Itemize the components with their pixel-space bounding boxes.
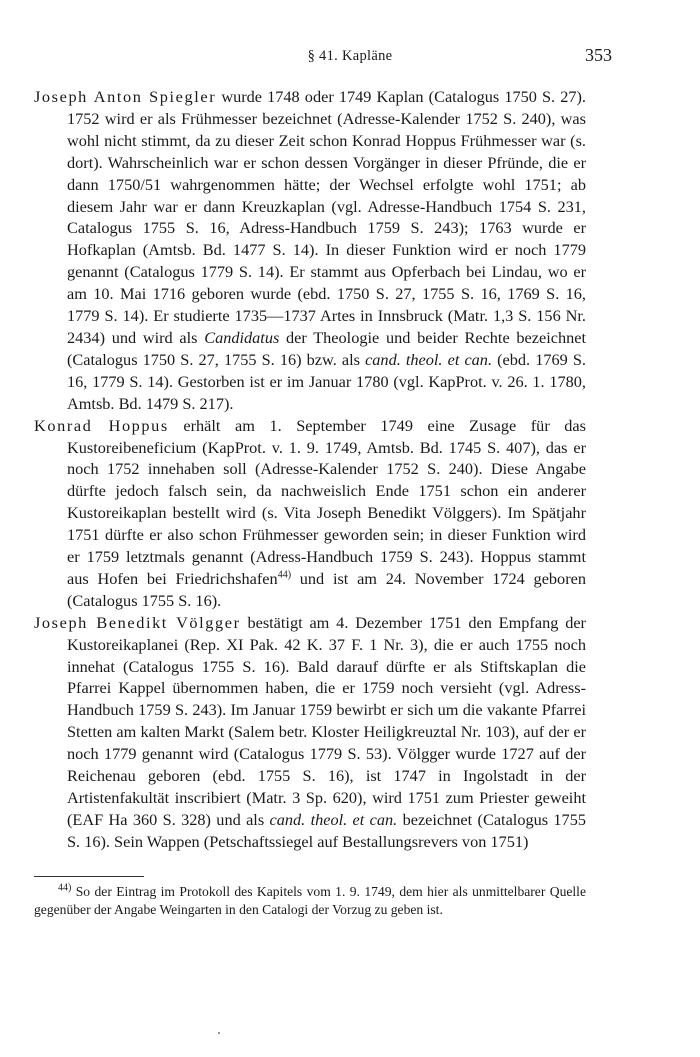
entry-text: erhält am 1. September 1749 eine Zusage für das Kustoreibeneficium (KapProt. v. 1. 9. 1749, Amtsb. Bd. 1745 S. 407), das er noch 1752 innehaben soll (Adresse-Kalender 1752 S. 240). Diese Angabe dürfte jedoch falsch sein, da nachweislich Ende 1751 schon ein anderer Kustoreikaplan bestellt wird (s. Vita Joseph Benedikt Völggers). Im Spätjahr 1751 dürfte er also schon Frühmesser geworden sein; in dieser Funktion wird er 1759 letztmals genannt (Adress-Handbuch 1759 S. 243). Hoppus stammt aus Hofen bei Friedrichshafen — [67, 415, 586, 588]
main-text — [34, 86, 586, 853]
entry-name: Konrad Hoppus — [34, 415, 169, 435]
footnote-marker: 44) — [58, 882, 72, 894]
entry-text: der Theologie und beider Rechte bezeichnet (Catalogus 1750 S. 27, 1755 S. 16) bzw. als — [67, 327, 586, 369]
scan-speck — [218, 1032, 220, 1034]
page-number: 353 — [585, 45, 612, 65]
footnote-reference[interactable]: 44) — [277, 569, 292, 581]
entry-text: (ebd. 1769 S. 16, 1779 S. 14). Gestorben ist er im Januar 1780 (vgl. KapProt. v. 26. 1. 1780, Amtsb. Bd. 1479 S. 217). — [67, 349, 587, 413]
entry-voelgger — [34, 612, 586, 853]
entry-text: wurde 1748 oder 1749 Kaplan (Catalogus 1750 S. 27). 1752 wird er als Frühmesser bezeichnet (Adresse-Kalender 1752 S. 240), was wohl nicht stimmt, da zu dieser Zeit schon Konrad Hoppus Frühmesser war (s. dort). Wahrscheinlich war er schon dessen Vorgänger in dieser Pfründe, die er dann 1750/51 wahrgenommen hätte; der Wechsel erfolgte wohl 1751; ab diesem Jahr war er dann Kreuzkaplan (vgl. Adresse-Handbuch 1754 S. 231, Catalogus 1755 S. 16, Adress-Handbuch 1759 S. 243); 1763 wurde er Hofkaplan (Amtsb. Bd. 1477 S. 14). In dieser Funktion wird er noch 1779 genannt (Catalogus 1779 S. 14). Er stammt aus Opferbach bei Lindau, wo er am 10. Mai 1716 geboren wurde (ebd. 1750 S. 27, 1755 S. 16, 1769 S. 16, 1779 S. 14). Er studierte 1735—1737 Artes in Innsbruck (Matr. 1,3 S. 156 Nr. 2434) und wird als — [67, 87, 587, 347]
running-head: § 41. Kapläne — [307, 48, 393, 64]
entry-name: Joseph Anton Spiegler — [34, 87, 217, 106]
entry-spiegler — [34, 86, 586, 415]
entry-italic: cand. theol. et can. — [365, 349, 493, 369]
entry-text: bestätigt am 4. Dezember 1751 den Empfang der Kustoreikaplanei (Rep. XI Pak. 42 K. 37 F. 1 Nr. 3), die er auch 1755 noch innehat (Catalogus 1755 S. 16). Bald darauf dürfte er als Stiftskaplan die Pfarrei Kappel übernommen haben, die er 1759 noch versieht (vgl. Adress-Handbuch 1759 S. 243). Im Januar 1759 bewirbt er sich um die vakante Pfarrei Stetten am kalten Markt (Salem betr. Kloster Heiligkreuztal Nr. 103), auf der er noch 1779 genannt wird (Catalogus 1779 S. 53). Völgger wurde 1727 auf der Reichenau geboren (ebd. 1755 S. 16), ist 1747 in Ingolstadt in der Artistenfakultät inscribiert (Matr. 3 Sp. 620), wird 1751 zum Priester geweiht (EAF Ha 360 S. 328) und als — [67, 612, 586, 829]
entry-text: und ist am 24. November 1724 geboren (Catalogus 1755 S. 16). — [67, 568, 586, 610]
footnote — [34, 883, 586, 919]
entry-italic: Candidatus — [204, 327, 280, 347]
page-header — [0, 45, 700, 70]
footnote-text: So der Eintrag im Protokoll des Kapitels vom 1. 9. 1749, dem hier als unmittelbarer Quelle gegenüber der Angabe Weingarten in den Catalogi der Vorzug zu geben ist. — [34, 884, 586, 917]
entry-name: Joseph Benedikt Völgger — [34, 612, 241, 632]
footnote-divider — [34, 876, 144, 877]
entry-hoppus — [34, 415, 586, 612]
entry-italic: cand. theol. et can. — [269, 809, 398, 829]
entry-text: bezeichnet (Catalogus 1755 S. 16). Sein Wappen (Petschaftssiegel auf Bestallungsrevers von 1751) — [67, 809, 586, 851]
